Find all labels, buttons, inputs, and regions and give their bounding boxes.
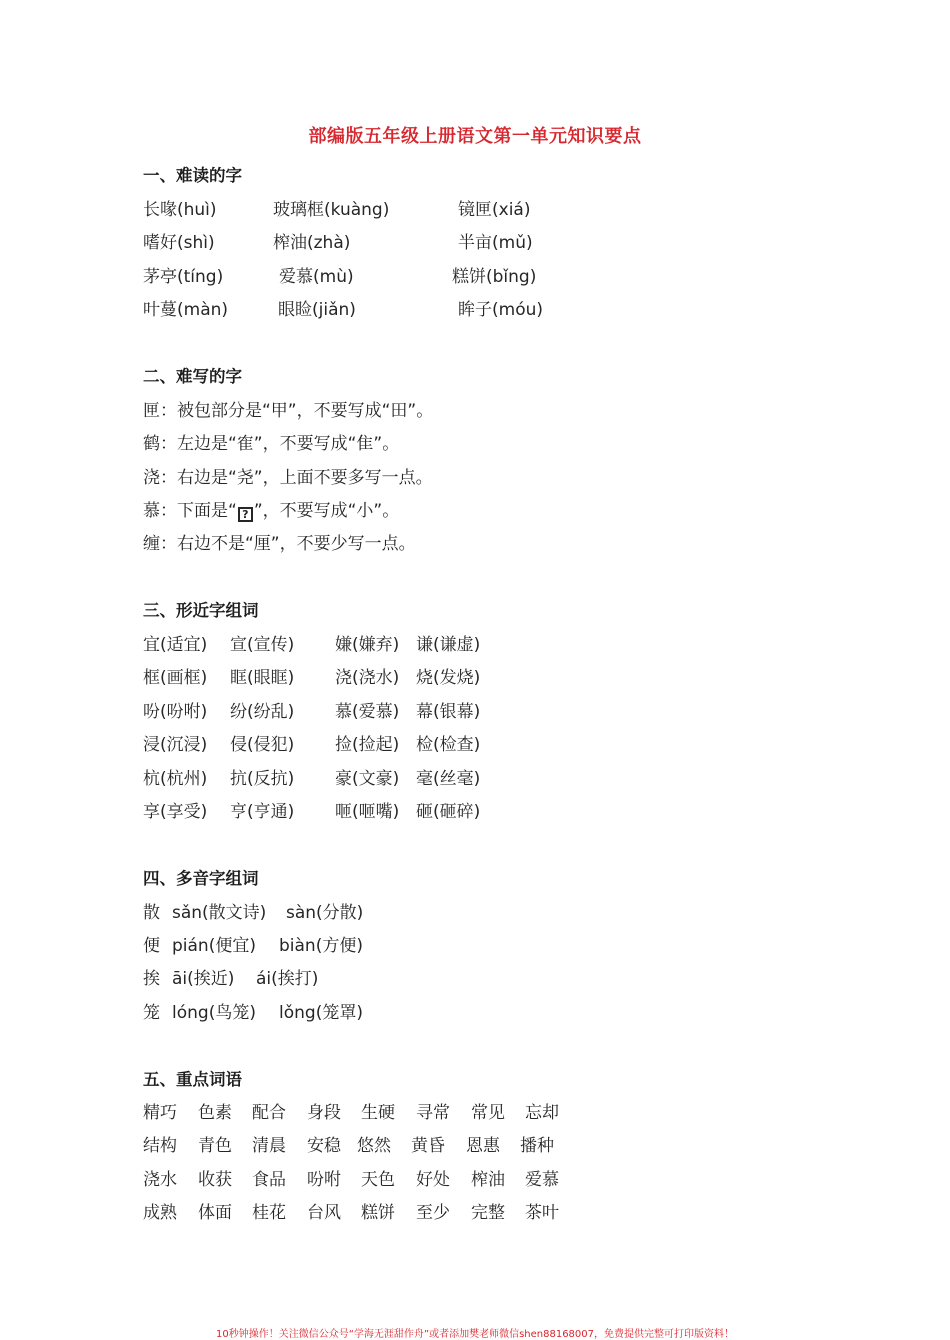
list-item: 台风 (307, 1203, 341, 1223)
list-item: 黄昏 (411, 1136, 445, 1156)
list-item: 眸子(móu) (458, 300, 543, 320)
section-heading-difficult-writing: 二、难写的字 (143, 367, 242, 386)
list-item: pián(便宜) (172, 936, 256, 956)
writing-rule: 浇：右边是“尧”，上面不要多写一点。 (143, 468, 433, 488)
list-item: 常见 (471, 1103, 505, 1123)
list-item: 捡(捡起) (335, 735, 400, 755)
list-item: 长喙(huì) (143, 200, 217, 220)
list-item: biàn(方便) (279, 936, 363, 956)
list-item: 纷(纷乱) (230, 702, 295, 722)
list-item: 宜(适宜) (143, 635, 208, 655)
list-item: ái(挨打) (256, 969, 319, 989)
list-item: 杭(杭州) (143, 769, 208, 789)
list-item: 爱慕 (525, 1170, 559, 1190)
list-item: 散 (143, 903, 160, 923)
list-item: 恩惠 (466, 1136, 500, 1156)
writing-rule: 鹤：左边是“隺”，不要写成“隹”。 (143, 434, 400, 454)
list-item: 体面 (198, 1203, 232, 1223)
list-item: 茅亭(tíng) (143, 267, 224, 287)
list-item: 挨 (143, 969, 160, 989)
list-item: 砸(砸碎) (416, 802, 481, 822)
list-item: 烧(发烧) (416, 668, 481, 688)
list-item: 笼 (143, 1003, 160, 1023)
list-item: 至少 (416, 1203, 450, 1223)
writing-rule: 缠：右边不是“厘”，不要少写一点。 (143, 534, 416, 554)
list-item: 吩咐 (307, 1170, 341, 1190)
list-item: 身段 (307, 1103, 341, 1123)
missing-glyph-icon: ? (238, 507, 253, 522)
section-heading-polyphonic: 四、多音字组词 (143, 869, 259, 888)
list-item: 吩(吩咐) (143, 702, 208, 722)
list-item: 配合 (252, 1103, 286, 1123)
list-item: 生硬 (361, 1103, 395, 1123)
list-item: 谦(谦虚) (416, 635, 481, 655)
section-heading-difficult-reading: 一、难读的字 (143, 166, 242, 185)
list-item: 检(检查) (416, 735, 481, 755)
list-item: sàn(分散) (286, 903, 364, 923)
list-item: 精巧 (143, 1103, 177, 1123)
list-item: 安稳 (307, 1136, 341, 1156)
list-item: sǎn(散文诗) (172, 903, 267, 923)
section-heading-key-words: 五、重点词语 (143, 1070, 242, 1089)
list-item: 结构 (143, 1136, 177, 1156)
list-item: 糕饼(bǐng) (452, 267, 537, 287)
list-item: 半亩(mǔ) (458, 233, 533, 253)
list-item: 青色 (198, 1136, 232, 1156)
list-item: 忘却 (525, 1103, 559, 1123)
list-item: 食品 (252, 1170, 286, 1190)
list-item: 完整 (471, 1203, 505, 1223)
list-item: 慕(爱慕) (335, 702, 400, 722)
list-item: 好处 (416, 1170, 450, 1190)
writing-rule: 匣：被包部分是“甲”，不要写成“田”。 (143, 401, 434, 421)
footer-notice: 10秒钟操作！关注微信公众号“学海无涯甜作舟”或者添加樊老师微信shen88168007，免费提供完整可打印版资料！ (215, 1329, 735, 1340)
list-item: 框(画框) (143, 668, 208, 688)
list-item: 镜匣(xiá) (458, 200, 531, 220)
page-title: 部编版五年级上册语文第一单元知识要点 (308, 126, 642, 147)
list-item: lóng(鸟笼) (172, 1003, 256, 1023)
list-item: 茶叶 (525, 1203, 559, 1223)
list-item: 桂花 (252, 1203, 286, 1223)
list-item: 浇水 (143, 1170, 177, 1190)
list-item: 眶(眼眶) (230, 668, 295, 688)
writing-rule-after: ”，不要写成“小”。 (253, 501, 400, 521)
list-item: 色素 (198, 1103, 232, 1123)
list-item: 爱慕(mù) (279, 267, 354, 287)
list-item: 榨油 (471, 1170, 505, 1190)
list-item: 眼睑(jiǎn) (278, 300, 356, 320)
list-item: 玻璃框(kuàng) (273, 200, 390, 220)
list-item: 幕(银幕) (416, 702, 481, 722)
list-item: 成熟 (143, 1203, 177, 1223)
list-item: 宣(宣传) (230, 635, 295, 655)
section-heading-similar-characters: 三、形近字组词 (143, 601, 259, 620)
list-item: lǒng(笼罩) (279, 1003, 363, 1023)
list-item: 叶蔓(màn) (143, 300, 229, 320)
list-item: 便 (143, 936, 160, 956)
list-item: 毫(丝毫) (416, 769, 481, 789)
list-item: 抗(反抗) (230, 769, 295, 789)
list-item: 播种 (520, 1136, 554, 1156)
list-item: 亨(亨通) (230, 802, 295, 822)
list-item: 浸(沉浸) (143, 735, 208, 755)
list-item: 悠然 (357, 1136, 391, 1156)
list-item: 寻常 (416, 1103, 450, 1123)
list-item: 清晨 (252, 1136, 286, 1156)
list-item: 榨油(zhà) (273, 233, 351, 253)
list-item: 糕饼 (361, 1203, 395, 1223)
list-item: 嗜好(shì) (143, 233, 215, 253)
list-item: 天色 (361, 1170, 395, 1190)
list-item: 咂(咂嘴) (335, 802, 400, 822)
writing-rule-before: 慕：下面是“ (143, 501, 237, 521)
list-item: 浇(浇水) (335, 668, 400, 688)
list-item: 豪(文豪) (335, 769, 400, 789)
list-item: 收获 (198, 1170, 232, 1190)
list-item: āi(挨近) (172, 969, 235, 989)
writing-rule (143, 496, 399, 522)
list-item: 侵(侵犯) (230, 735, 295, 755)
list-item: 嫌(嫌弃) (335, 635, 400, 655)
list-item: 享(享受) (143, 802, 208, 822)
